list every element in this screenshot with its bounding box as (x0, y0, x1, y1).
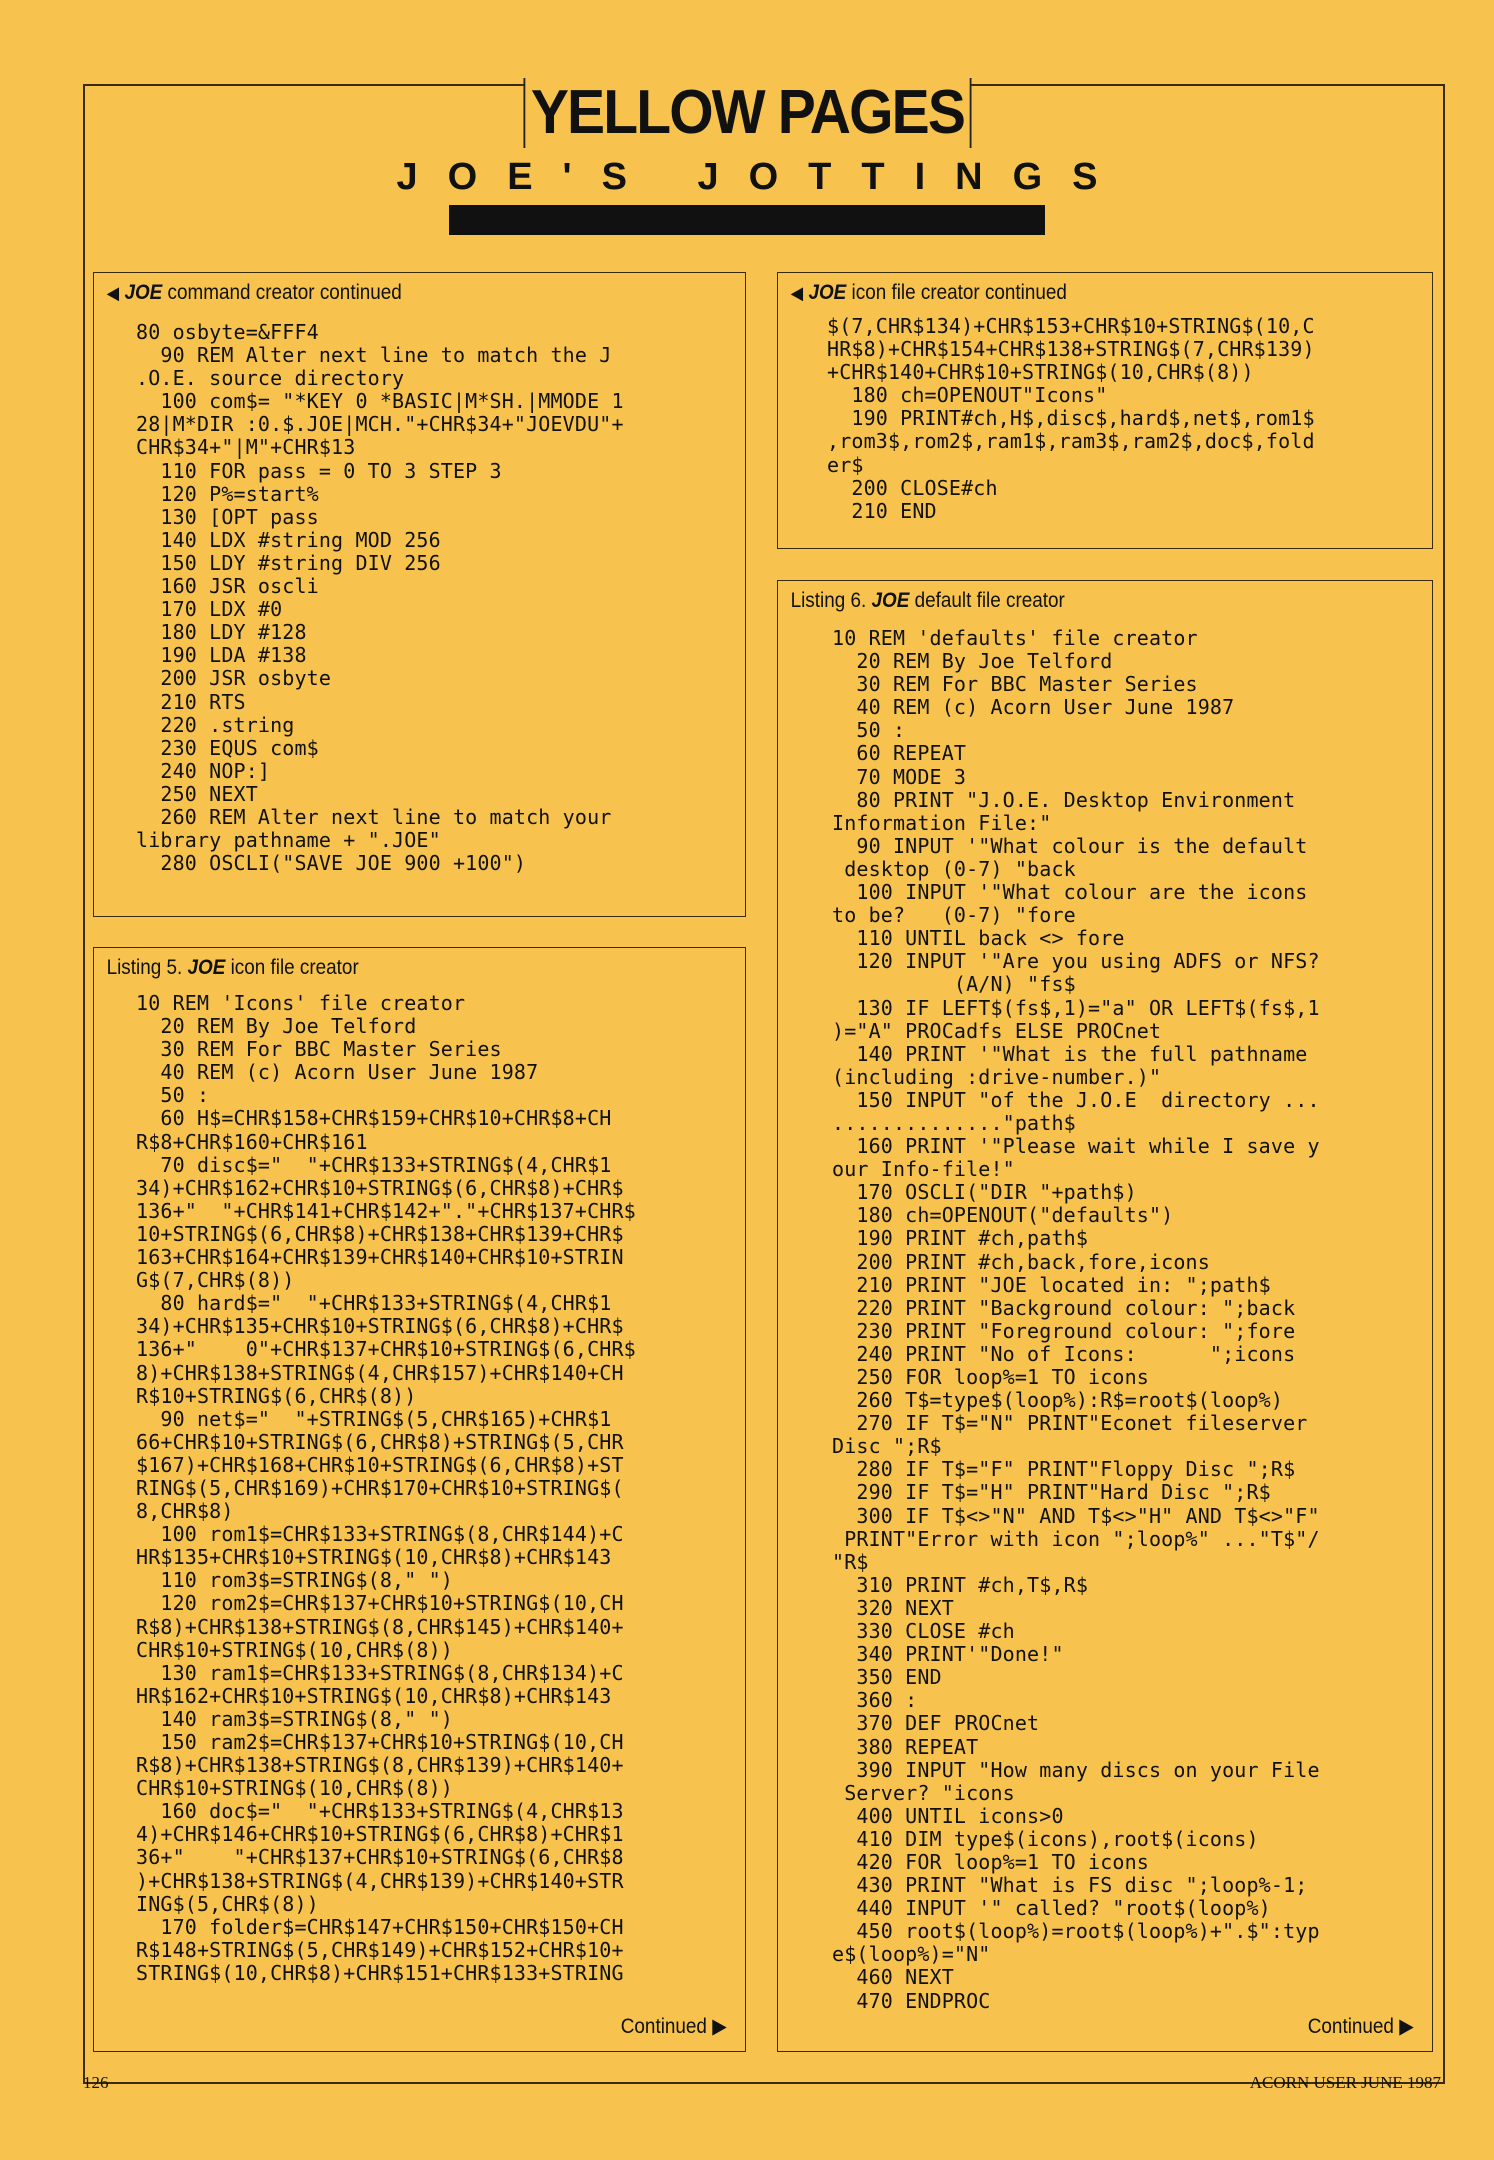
code-listing: $(7,CHR$134)+CHR$153+CHR$10+STRING$(10,C HR$8)+CHR$154+CHR$138+STRING$(7,CHR$139) +CHR$140+CHR$10+STRING$(10,CHR$(8)) 180 ch=OPENOUT"Icons" 190 PRINT#ch,H$,disc$,hard$,net$,rom1$ ,rom3$,rom2$,ram1$,ram3$,ram2$,doc$,fold er$ 200 CLOSE#ch 210 END (827, 314, 1315, 523)
code-listing: 10 REM 'Icons' file creator 20 REM By Joe Telford 30 REM For BBC Master Series 40 REM (c) Acorn User June 1987 50 : 60 H$=CHR$158+CHR$159+CHR$10+CHR$8+CH R$8+CHR$160+CHR$161 70 disc$=" "+CHR$133+STRING$(4,CHR$1 34)+CHR$162+CHR$10+STRING$(6,CHR$8)+CHR$ 136+" "+CHR$141+CHR$142+"."+CHR$137+CHR$ 10+STRING$(6,CHR$8)+CHR$138+CHR$139+CHR$ 163+CHR$164+CHR$139+CHR$140+CHR$10+STRIN G$(7,CHR$(8)) 80 hard$=" "+CHR$133+STRING$(4,CHR$1 34)+CHR$135+CHR$10+STRING$(6,CHR$8)+CHR$ 136+" 0"+CHR$137+CHR$10+STRING$(6,CHR$ 8)+CHR$138+STRING$(4,CHR$157)+CHR$140+CH R$10+STRING$(6,CHR$(8)) 90 net$=" "+STRING$(5,CHR$165)+CHR$1 66+CHR$10+STRING$(6,CHR$8)+STRING$(5,CHR $167)+CHR$168+CHR$10+STRING$(6,CHR$8)+ST RING$(5,CHR$169)+CHR$170+CHR$10+STRING$( 8,CHR$8) 100 rom1$=CHR$133+STRING$(8,CHR$144)+C HR$135+CHR$10+STRING$(10,CHR$8)+CHR$143 110 rom3$=STRING$(8," ") 120 rom2$=CHR$137+CHR$10+STRING$(10,CH R$8)+CHR$138+STRING$(8,CHR$145)+CHR$140+ CHR$10+STRING$(10,CHR$(8)) 130 ram1$=CHR$133+STRING$(8,CHR$134)+C HR$162+CHR$10+STRING$(10,CHR$8)+CHR$143 140 ram3$=STRING$(8," ") 150 ram2$=CHR$137+CHR$10+STRING$(10,CH R$8)+CHR$138+STRING$(8,CHR$139)+CHR$140+ CHR$10+STRING$(10,CHR$(8)) 160 doc$=" "+CHR$133+STRING$(4,CHR$13 4)+CHR$146+CHR$10+STRING$(6,CHR$8)+CHR$1 36+" "+CHR$137+CHR$10+STRING$(6,CHR$8 )+CHR$138+STRING$(4,CHR$139)+CHR$140+STR ING$(5,CHR$(8)) 170 folder$=CHR$147+CHR$150+CHR$150+CH R$148+STRING$(5,CHR$149)+CHR$152+CHR$10+ STRING$(10,CHR$8)+CHR$151+CHR$133+STRING (136, 991, 636, 1985)
page-number: 126 (83, 2073, 109, 2092)
code-listing: 80 osbyte=&FFF4 90 REM Alter next line to match the J .O.E. source directory 100 com$= "*KEY 0 *BASIC|M*SH.|MMODE 1 28|M*DIR :0.$.JOE|MCH."+CHR$34+"JOEVDU"+ CHR$34+"|M"+CHR$13 110 FOR pass = 0 TO 3 STEP 3 120 P%=start% 130 [OPT pass 140 LDX #string MOD 256 150 LDY #string DIV 256 160 JSR oscli 170 LDX #0 180 LDY #128 190 LDA #138 200 JSR osbyte 210 RTS 220 .string 230 EQUS com$ 240 NOP:] 250 NEXT 260 REM Alter next line to match your library pathname + ".JOE" 280 OSCLI("SAVE JOE 900 +100") (136, 320, 624, 876)
title-em: JOE (871, 589, 910, 612)
listing-joe-command-creator-continued (93, 272, 746, 917)
title-text: default file creator (909, 589, 1065, 612)
masthead-rule (449, 205, 1045, 235)
title-prefix: Listing 6. (790, 589, 872, 612)
listing-5-icon-file-creator (93, 947, 746, 2052)
title-text: icon file creator continued (846, 281, 1067, 304)
box-title (94, 948, 680, 980)
title-em: JOE (808, 281, 847, 304)
box-title (778, 273, 1367, 305)
publication-name: ACORN USER JUNE 1987 (1249, 2073, 1441, 2092)
triangle-left-icon: ◀ (106, 283, 120, 303)
listing-joe-icon-file-creator-continued (777, 272, 1433, 549)
continued-label: Continued ▶ (621, 2015, 727, 2038)
masthead (0, 78, 1494, 235)
section-subtitle: JOE'S JOTTINGS (396, 156, 1128, 198)
title-text: icon file creator (225, 956, 359, 979)
title-em: JOE (124, 281, 163, 304)
box-title (778, 581, 1367, 613)
code-listing: 10 REM 'defaults' file creator 20 REM By Joe Telford 30 REM For BBC Master Series 40 REM (c) Acorn User June 1987 50 : 60 REPEAT 70 MODE 3 80 PRINT "J.O.E. Desktop Environment Information File:" 90 INPUT '"What colour is the default desktop (0-7) "back 100 INPUT '"What colour are the icons to be? (0-7) "fore 110 UNTIL back <> fore 120 INPUT '"Are you using ADFS or NFS? (A/N) "fs$ 130 IF LEFT$(fs$,1)="a" OR LEFT$(fs$,1 )="A" PROCadfs ELSE PROCnet 140 PRINT '"What is the full pathname (including :drive-number.)" 150 INPUT "of the J.O.E directory ... .............."path$ 160 PRINT '"Please wait while I save y our Info-file!" 170 OSCLI("DIR "+path$) 180 ch=OPENOUT("defaults") 190 PRINT #ch,path$ 200 PRINT #ch,back,fore,icons 210 PRINT "JOE located in: ";path$ 220 PRINT "Background colour: ";back 230 PRINT "Foreground colour: ";fore 240 PRINT "No of Icons: ";icons 250 FOR loop%=1 TO icons 260 T$=type$(loop%):R$=root$(loop%) 270 IF T$="N" PRINT"Econet fileserver Disc ";R$ 280 IF T$="F" PRINT"Floppy Disc ";R$ 290 IF T$="H" PRINT"Hard Disc ";R$ 300 IF T$<>"N" AND T$<>"H" AND T$<>"F" PRINT"Error with icon ";loop%" ..."T$"/ "R$ 310 PRINT #ch,T$,R$ 320 NEXT 330 CLOSE #ch 340 PRINT'"Done!" 350 END 360 : 370 DEF PROCnet 380 REPEAT 390 INPUT "How many discs on your File Server? "icons 400 UNTIL icons>0 410 DIM type$(icons),root$(icons) 420 FOR loop%=1 TO icons 430 PRINT "What is FS disc ";loop%-1; 440 INPUT '" called? "root$(loop%) 450 root$(loop%)=root$(loop%)+".$":typ e$(loop%)="N" 460 NEXT 470 ENDPROC (832, 626, 1320, 2013)
box-title (94, 273, 680, 305)
continued-label: Continued ▶ (1308, 2015, 1414, 2038)
title-text: command creator continued (162, 281, 402, 304)
title-prefix: Listing 5. (106, 956, 188, 979)
listing-6-default-file-creator (777, 580, 1433, 2052)
title-em: JOE (187, 956, 226, 979)
triangle-left-icon: ◀ (790, 283, 804, 303)
section-title: YELLOW PAGES (523, 78, 971, 148)
